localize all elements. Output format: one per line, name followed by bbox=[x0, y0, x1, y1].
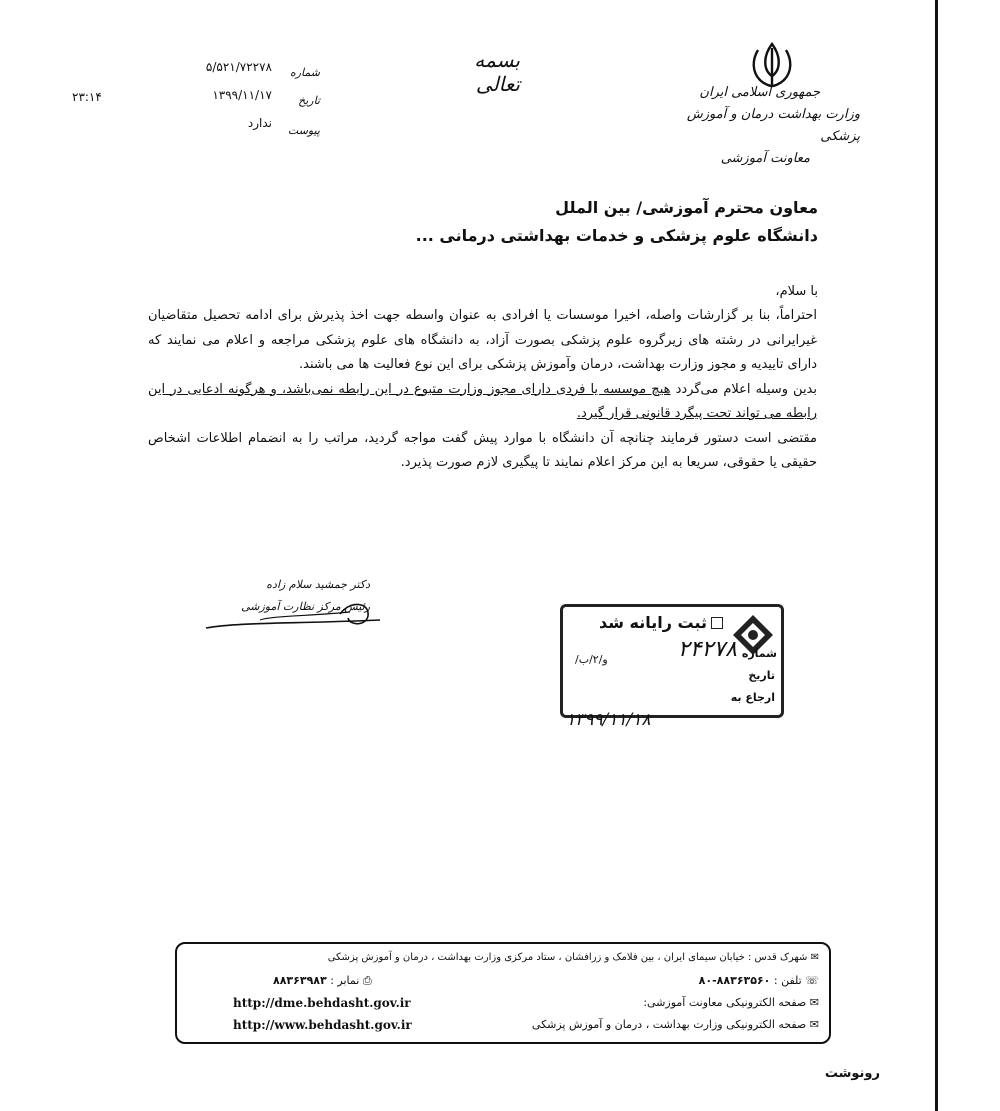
org-line-deputy: معاونت آموزشی bbox=[720, 151, 810, 166]
footer-site1-label: صفحه الکترونیکی معاونت آموزشی: bbox=[643, 996, 807, 1009]
basmala: بسمه تعالی bbox=[474, 48, 520, 96]
letter-attachment-row bbox=[150, 116, 320, 136]
letter-number-label: شماره bbox=[289, 66, 320, 79]
letter-date: ۱۳۹۹/۱۱/۱۷ bbox=[212, 88, 272, 102]
signer-name: دکتر جمشید سلام زاده bbox=[266, 578, 370, 591]
footer-phone-row bbox=[699, 974, 819, 987]
scan-edge bbox=[935, 0, 1000, 1111]
letter-date-row bbox=[150, 88, 320, 108]
stamp-number: ۲۴۲۷۸ bbox=[677, 637, 737, 662]
body-paragraph-2-emphasis: هیچ موسسه یا فردی دارای مجوز وزارت متبوع در این رابطه نمی‌باشد، و هرگونه ادعایی در این رابطه می تواند تحت پیگرد قانونی قرار گیرد. bbox=[148, 381, 817, 421]
org-line-country: جمهوری اسلامی ایران bbox=[699, 85, 820, 100]
fax-icon: ⎙ bbox=[362, 974, 372, 987]
letter-attachment-label: پیوست bbox=[287, 124, 320, 137]
stamp-number-suffix: /و/۲/ب bbox=[575, 653, 608, 666]
stamp-date: ۱۳۹۹/۱۱/۱۸ bbox=[566, 710, 651, 730]
signature-scribble-icon bbox=[200, 590, 390, 634]
footer-site1-row bbox=[643, 996, 819, 1009]
body-paragraph-1: احتراماً، بنا بر گزارشات واصله، اخیرا موسسات یا افرادی به عنوان واسطه جهت اخذ پذیرش برای ادامه تحصیل متقاضیان غیرایرانی در رشته های زیرگروه علوم پزشکی بصورت آزاد، به دانشگاه های علوم پزشکی مراجعه و اعلام می نمایند که دارای تاییدیه و مجوز وزارت بهداشت، درمان وآموزش پزشکی برای این نوع فعالیت ها می باشند. bbox=[148, 308, 817, 372]
building-icon: ✉ bbox=[810, 952, 819, 963]
footer-site2-link[interactable]: http://www.behdasht.gov.ir bbox=[233, 1018, 412, 1032]
greeting: با سلام، bbox=[775, 284, 818, 299]
stamp-checkbox-icon bbox=[711, 617, 723, 629]
footer-address-row bbox=[328, 952, 819, 963]
footer-fax-label: نمابر : bbox=[330, 974, 360, 987]
addressee-line-2: دانشگاه علوم پزشکی و خدمات بهداشتی درمانی ... bbox=[415, 226, 818, 245]
footer-site1-link[interactable]: http://dme.behdasht.gov.ir bbox=[233, 996, 411, 1010]
print-time: ۲۳:۱۴ bbox=[72, 90, 102, 104]
body-paragraph-3: مقتضی است دستور فرمایند چنانچه آن دانشگاه با موارد پیش گفت مواجه گردید، مراتب را به انضمام اطلاعات اشخاص حقیقی یا حقوقی، سریعا به این مرکز اعلام نمایند تا پیگیری لازم صورت پذیرد. bbox=[148, 430, 817, 470]
footer-address: شهرک قدس : خیابان سیمای ایران ، بین فلامک و زرافشان ، ستاد مرکزی وزارت بهداشت ، درمان و آموزش پزشکی bbox=[327, 952, 808, 963]
footer-phone: ۸۸۳۶۳۵۶۰-۸۰ bbox=[698, 974, 771, 987]
phone-icon: ☏ bbox=[805, 974, 819, 987]
stamp-refer-label: ارجاع به bbox=[730, 691, 775, 704]
footer-site2-row bbox=[532, 1018, 819, 1031]
stamp-date-label: تاریخ bbox=[748, 669, 775, 682]
letter-number: ۵/۵۲۱/۷۲۲۷۸ bbox=[205, 60, 272, 74]
ministry-header bbox=[680, 82, 860, 170]
copy-note: رونوشت bbox=[824, 1066, 880, 1081]
mail-icon: ✉ bbox=[809, 996, 819, 1009]
org-line-ministry: وزارت بهداشت درمان و آموزش پزشکی bbox=[686, 107, 860, 144]
footer-fax: ۸۸۳۶۳۹۸۳ bbox=[273, 974, 327, 987]
letter-number-row bbox=[150, 60, 320, 80]
footer-site2-label: صفحه الکترونیکی وزارت بهداشت ، درمان و آموزش پزشکی bbox=[531, 1018, 807, 1031]
body-paragraph-2 bbox=[148, 378, 817, 427]
body-paragraph-2-intro: بدین وسیله اعلام می‌گردد bbox=[675, 381, 818, 397]
letter-date-label: تاریخ bbox=[298, 94, 320, 107]
footer-fax-row bbox=[273, 974, 372, 988]
letter-attachment: ندارد bbox=[247, 116, 272, 130]
addressee-line-1: معاون محترم آموزشی/ بین الملل bbox=[555, 198, 818, 217]
signer-title: رئیس مرکز نظارت آموزشی bbox=[241, 600, 370, 613]
stamp-title: ثبت رایانه شد bbox=[598, 613, 707, 632]
stamp-number-label: شماره bbox=[741, 647, 777, 660]
registration-stamp bbox=[560, 604, 784, 718]
footer-contact-box bbox=[175, 942, 831, 1044]
footer-phone-label: تلفن : bbox=[773, 974, 802, 987]
letter-body bbox=[148, 304, 817, 476]
mail-icon: ✉ bbox=[809, 1018, 819, 1031]
